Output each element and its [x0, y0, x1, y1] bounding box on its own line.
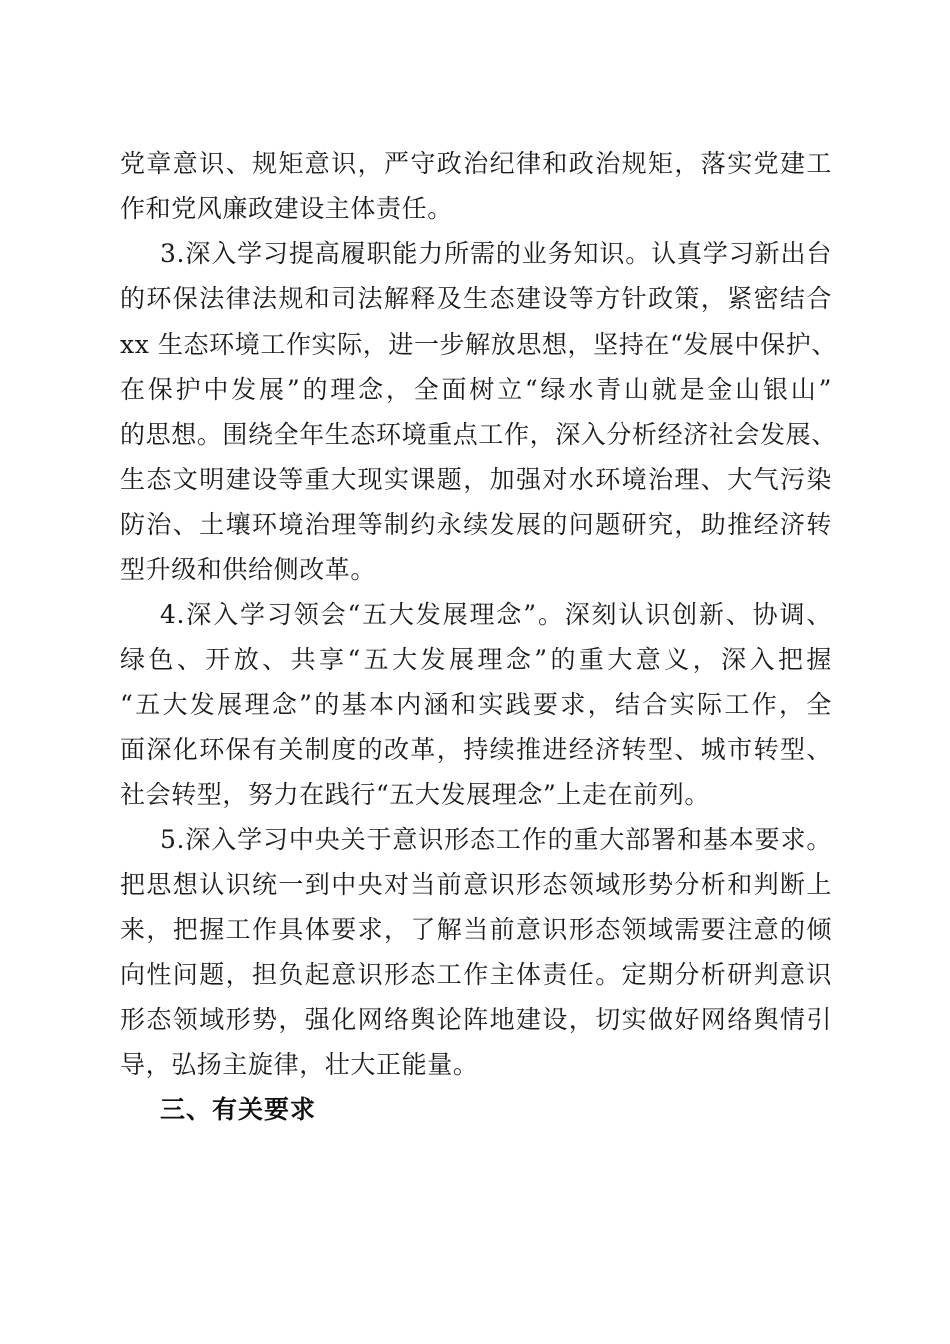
paragraph-line: 向性问题，担负起意识形态工作主体责任。定期分析研判意识	[120, 960, 832, 989]
paragraph-line: 把思想认识统一到中央对当前意识形态领域形势分析和判断上	[120, 870, 832, 899]
paragraph-line: 来，把握工作具体要求，了解当前意识形态领域需要注意的倾	[120, 915, 832, 944]
paragraph-line: 面深化环保有关制度的改革，持续推进经济转型、城市转型、	[120, 735, 832, 764]
paragraph-line: 绿色、开放、共享“五大发展理念”的重大意义，深入把握	[120, 645, 832, 674]
paragraph-line: 的思想。围绕全年生态环境重点工作，深入分析经济社会发展、	[120, 420, 837, 449]
paragraph-line: 导，弘扬主旋律，壮大正能量。	[120, 1050, 479, 1079]
paragraph-line: 的环保法律法规和司法解释及生态建设等方针政策，紧密结合	[120, 284, 832, 313]
paragraph-line: 3.深入学习提高履职能力所需的业务知识。认真学习新出台	[160, 239, 832, 268]
paragraph-line: 型升级和供给侧改革。	[120, 555, 377, 584]
paragraph-line: xx 生态环境工作实际，进一步解放思想，坚持在“发展中保护、	[120, 330, 837, 359]
paragraph-line: 4.深入学习领会“五大发展理念”。深刻认识创新、协调、	[160, 600, 832, 629]
paragraph-line: 党章意识、规矩意识，严守政治纪律和政治规矩，落实党建工	[120, 149, 832, 178]
paragraph-line: “五大发展理念”的基本内涵和实践要求，结合实际工作，全	[120, 690, 832, 719]
paragraph-line: 生态文明建设等重大现实课题，加强对水环境治理、大气污染	[120, 465, 832, 494]
paragraph-line: 在保护中发展”的理念，全面树立“绿水青山就是金山银山”	[120, 375, 832, 404]
paragraph-line: 防治、土壤环境治理等制约永续发展的问题研究，助推经济转	[120, 510, 832, 539]
paragraph-line: 社会转型，努力在践行“五大发展理念”上走在前列。	[120, 780, 710, 809]
section-heading: 三、有关要求	[160, 1095, 317, 1124]
paragraph-line: 作和党风廉政建设主体责任。	[120, 194, 453, 223]
paragraph-line: 形态领域形势，强化网络舆论阵地建设，切实做好网络舆情引	[120, 1005, 832, 1034]
paragraph-line: 5.深入学习中央关于意识形态工作的重大部署和基本要求。	[160, 825, 832, 854]
